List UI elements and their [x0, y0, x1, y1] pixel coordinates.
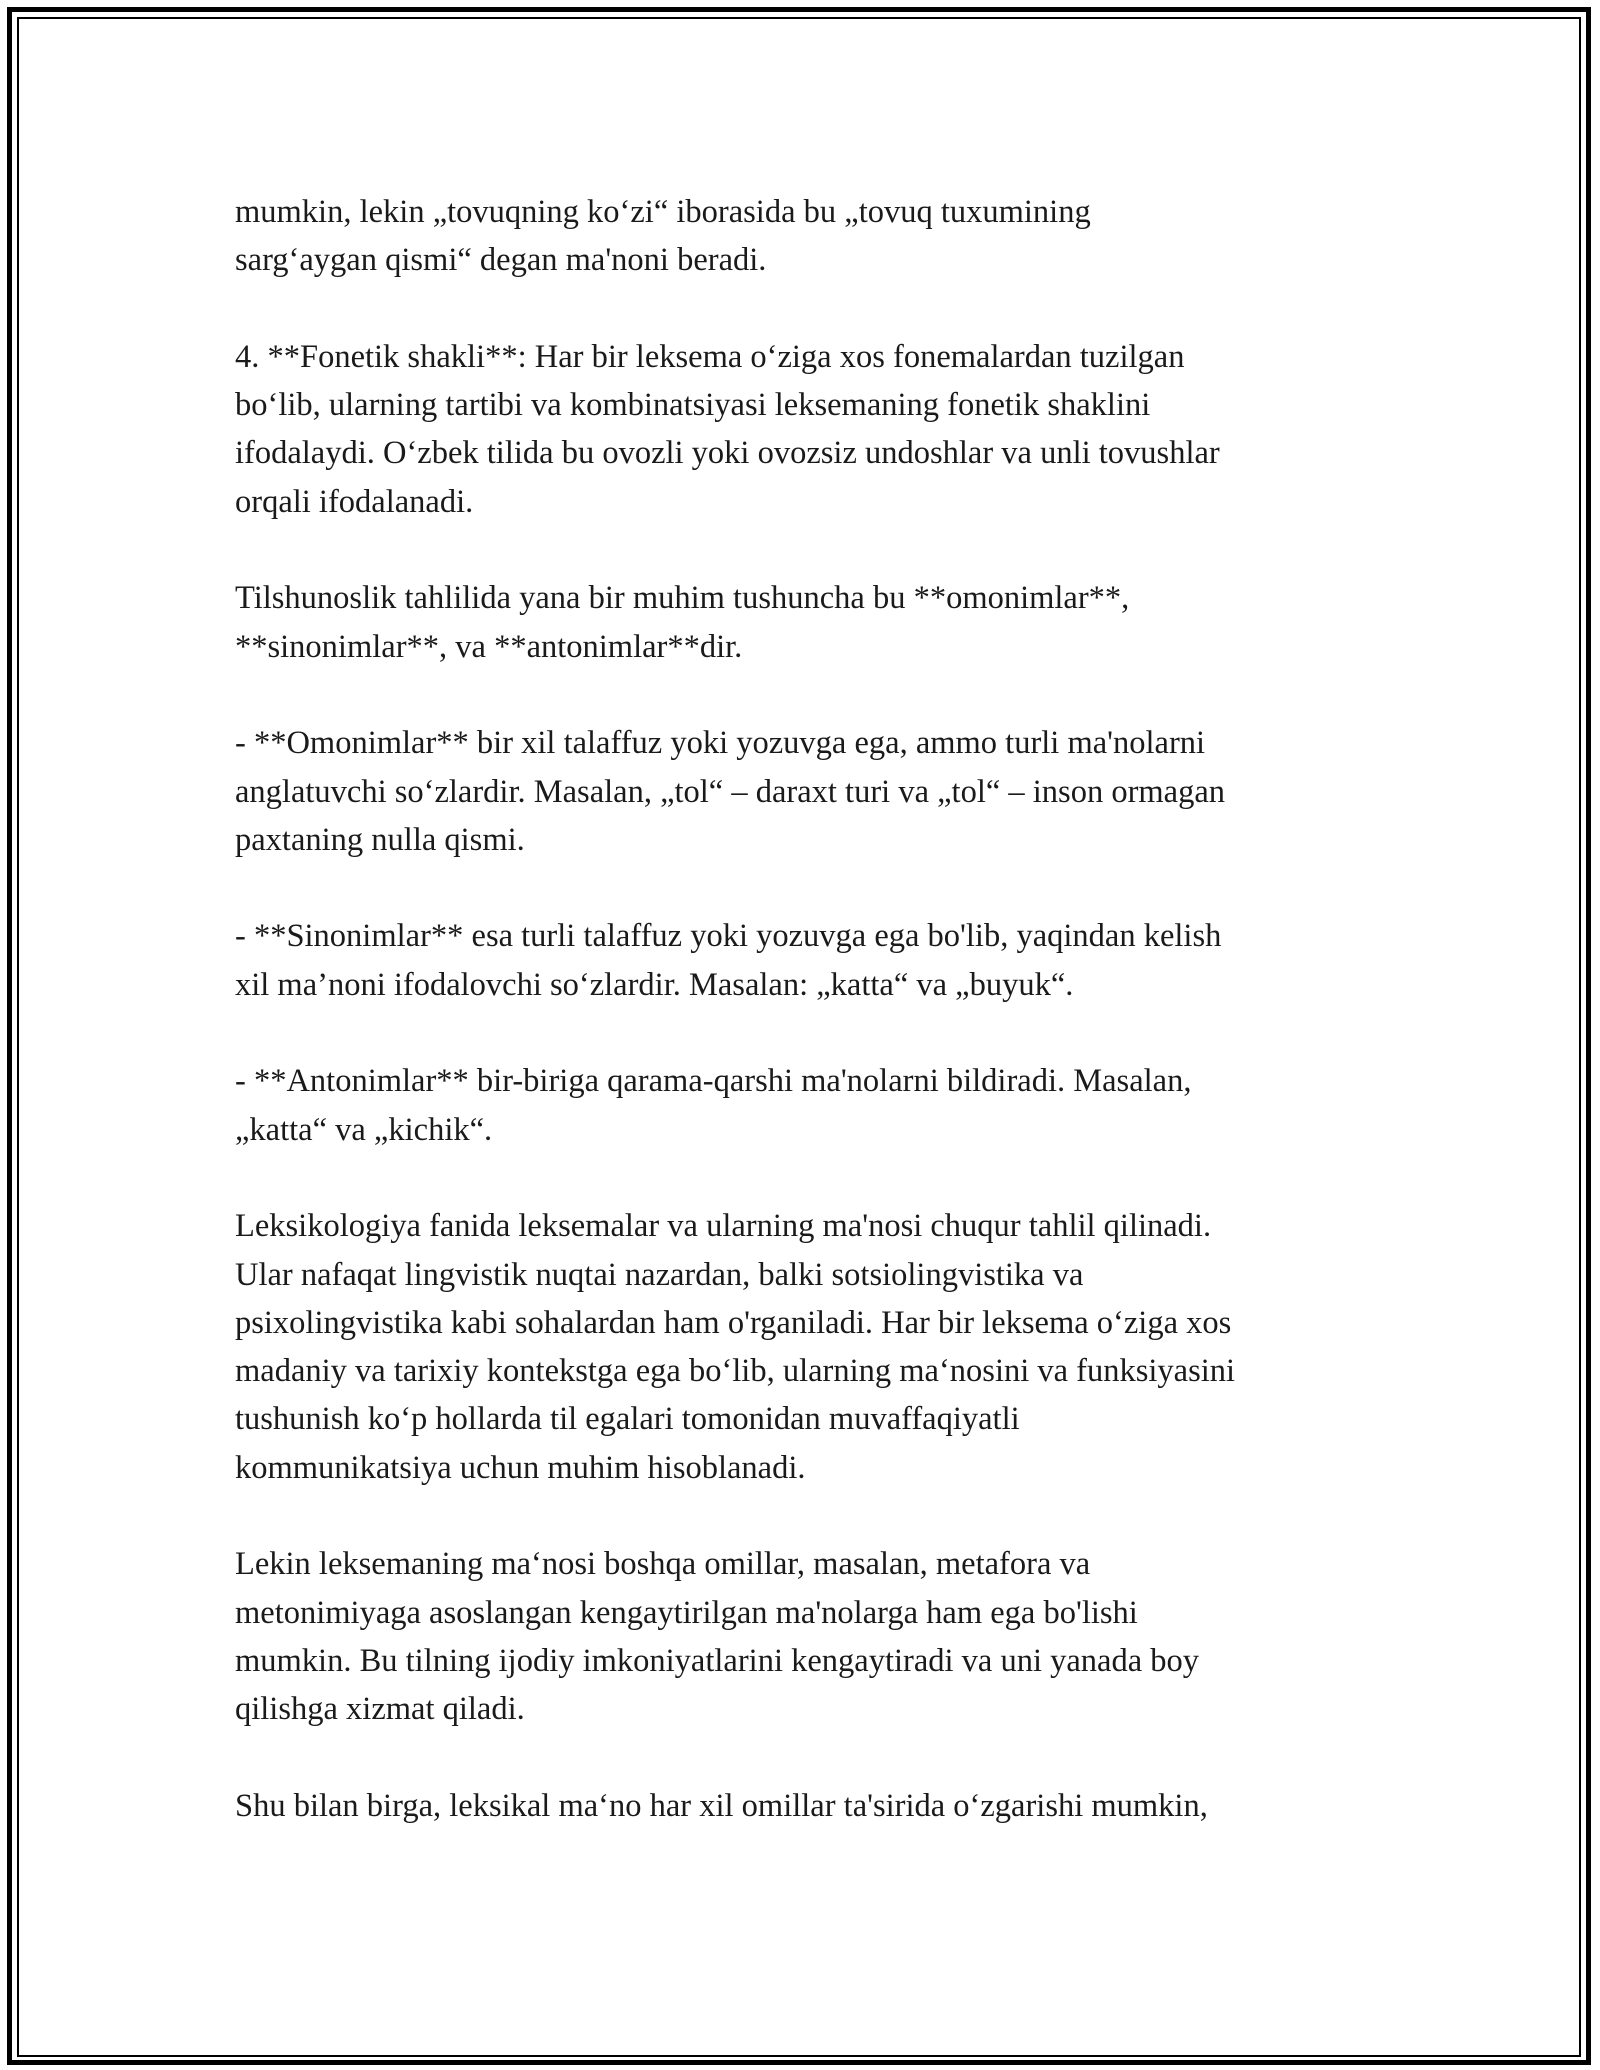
- text-line: metonimiyaga asoslangan kengaytirilgan ma'nolarga ham ega bo'lishi: [235, 1594, 1138, 1631]
- text-line: **sinonimlar**, va **antonimlar**dir.: [235, 628, 743, 665]
- text-line: paxtaning nulla qismi.: [235, 821, 525, 858]
- text-line: Lekin leksemaning ma‘nosi boshqa omillar, masalan, metafora va: [235, 1546, 1091, 1583]
- paragraph: [235, 1540, 1385, 1733]
- paragraph: [235, 1057, 1385, 1154]
- text-line: ifodalaydi. O‘zbek tilida bu ovozli yoki ovozsiz undoshlar va unli tovushlar: [235, 435, 1220, 472]
- text-line: 4. **Fonetik shakli**: Har bir leksema o‘ziga xos fonemalardan tuzilgan: [235, 338, 1185, 375]
- paragraph: [235, 574, 1385, 671]
- text-line: - **Sinonimlar** esa turli talaffuz yoki yozuvga ega bo'lib, yaqindan kelish: [235, 918, 1222, 955]
- text-line: - **Omonimlar** bir xil talaffuz yoki yozuvga ega, ammo turli ma'nolarni: [235, 725, 1206, 762]
- paragraph: [235, 1782, 1385, 1830]
- text-line: Leksikologiya fanida leksemalar va ularning ma'nosi chuqur tahlil qilinadi.: [235, 1208, 1212, 1245]
- text-line: qilishga xizmat qiladi.: [235, 1691, 525, 1728]
- text-line: psixolingvistika kabi sohalardan ham o'rganiladi. Har bir leksema o‘ziga xos: [235, 1304, 1232, 1341]
- text-line: mumkin, lekin „tovuqning ko‘zi“ iborasida bu „tovuq tuxumining: [235, 194, 1091, 230]
- text-line: Shu bilan birga, leksikal ma‘no har xil omillar ta'sirida o‘zgarishi mumkin,: [235, 1787, 1208, 1824]
- text-line: mumkin. Bu tilning ijodiy imkoniyatlarini kengaytiradi va uni yanada boy: [235, 1642, 1200, 1679]
- text-line: orqali ifodalanadi.: [235, 483, 474, 520]
- text-line: Tilshunoslik tahlilida yana bir muhim tushuncha bu **omonimlar**,: [235, 580, 1130, 617]
- text-line: madaniy va tarixiy kontekstga ega bo‘lib, ularning ma‘nosini va funksiyasini: [235, 1353, 1236, 1390]
- text-line: sarg‘aygan qismi“ degan ma'noni beradi.: [235, 242, 767, 279]
- paragraph: [235, 1202, 1385, 1492]
- document-body: [235, 188, 1385, 1878]
- paragraph: [235, 719, 1385, 864]
- paragraph: [235, 333, 1385, 526]
- text-line: kommunikatsiya uchun muhim hisoblanadi.: [235, 1449, 806, 1486]
- text-line: „katta“ va „kichik“.: [235, 1111, 493, 1148]
- paragraph: [235, 912, 1385, 1009]
- paragraph: [235, 188, 1385, 285]
- text-line: bo‘lib, ularning tartibi va kombinatsiyasi leksemaning fonetik shaklini: [235, 387, 1151, 424]
- text-line: Ular nafaqat lingvistik nuqtai nazardan, balki sotsiolingvistika va: [235, 1256, 1084, 1293]
- text-line: tushunish ko‘p hollarda til egalari tomonidan muvaffaqiyatli: [235, 1401, 1020, 1438]
- text-line: anglatuvchi so‘zlardir. Masalan, „tol“ – daraxt turi va „tol“ – inson ormagan: [235, 773, 1226, 810]
- text-line: - **Antonimlar** bir-biriga qarama-qarshi ma'nolarni bildiradi. Masalan,: [235, 1063, 1192, 1100]
- text-line: xil ma’noni ifodalovchi so‘zlardir. Masalan: „katta“ va „buyuk“.: [235, 966, 1074, 1003]
